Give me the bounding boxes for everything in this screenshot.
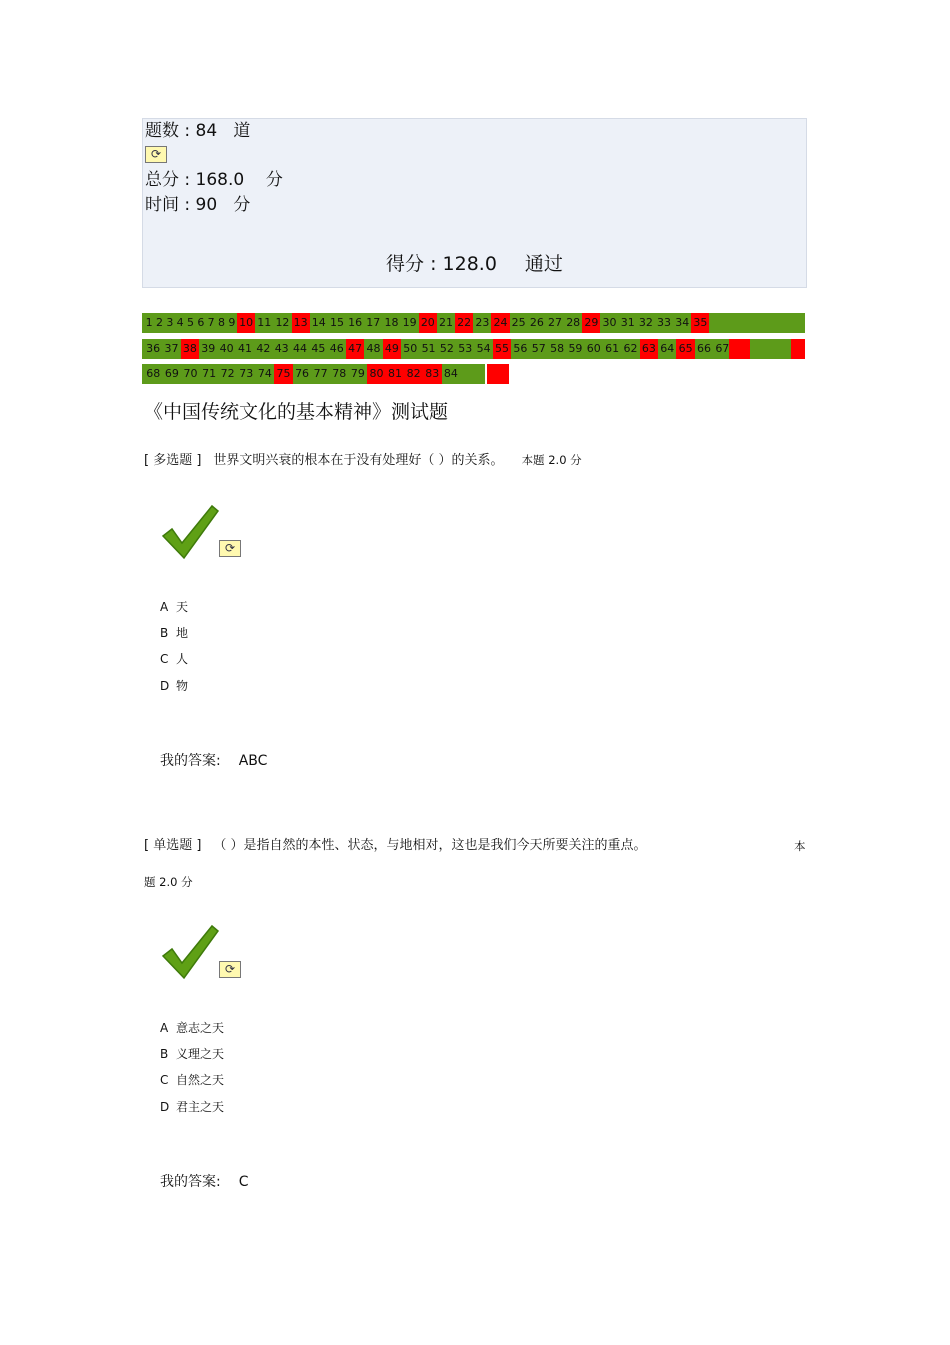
question-number-56[interactable]: 56 <box>513 342 528 355</box>
question-text: 世界文明兴衰的根本在于没有处理好（ ）的关系。 <box>213 453 504 468</box>
correct-check-icon <box>160 503 220 561</box>
question-number-19[interactable]: 19 <box>402 316 417 329</box>
question-number-60[interactable]: 60 <box>586 342 601 355</box>
option-b: B 义理之天 <box>160 1047 225 1061</box>
question-number-5[interactable]: 5 <box>187 316 194 329</box>
question-number-34[interactable]: 34 <box>675 316 690 329</box>
question-number-73[interactable]: 73 <box>239 367 254 380</box>
correct-check-icon <box>160 923 220 981</box>
question-number-33[interactable]: 33 <box>657 316 672 329</box>
score-line <box>143 252 806 276</box>
question-number-64[interactable]: 64 <box>660 342 675 355</box>
my-answer: 我的答案: C <box>160 1174 249 1190</box>
question-number-55[interactable]: 55 <box>493 339 511 359</box>
question-number-26[interactable]: 26 <box>529 316 544 329</box>
exam-summary-panel <box>142 118 807 288</box>
question-number-32[interactable]: 32 <box>638 316 653 329</box>
question-number-71[interactable]: 71 <box>202 367 217 380</box>
question-number-68[interactable]: 68 <box>146 367 161 380</box>
question-number-28[interactable]: 28 <box>566 316 581 329</box>
question-grid-cell-empty <box>729 339 750 359</box>
question-number-13[interactable]: 13 <box>292 313 310 333</box>
total-points: 总分 : 168.0 分 <box>145 170 283 190</box>
option-a: A 意志之天 <box>160 1021 225 1035</box>
question-number-23[interactable]: 23 <box>475 316 490 329</box>
option-a: A 天 <box>160 600 189 614</box>
question-number-35[interactable]: 35 <box>691 313 709 333</box>
question-number-43[interactable]: 43 <box>274 342 289 355</box>
refresh-icon[interactable]: ⟳ <box>219 540 241 557</box>
question-points-part1: 本 <box>794 839 806 853</box>
question-number-15[interactable]: 15 <box>329 316 344 329</box>
refresh-icon[interactable]: ⟳ <box>145 146 167 163</box>
question-number-30[interactable]: 30 <box>602 316 617 329</box>
question-number-72[interactable]: 72 <box>220 367 235 380</box>
question-number-69[interactable]: 69 <box>164 367 179 380</box>
question-number-83[interactable]: 83 <box>423 364 442 384</box>
question-number-78[interactable]: 78 <box>332 367 347 380</box>
question-number-74[interactable]: 74 <box>257 367 272 380</box>
question-number-36[interactable]: 36 <box>146 342 161 355</box>
question-number-9[interactable]: 9 <box>228 316 236 329</box>
question-number-79[interactable]: 79 <box>350 367 365 380</box>
question-number-42[interactable]: 42 <box>256 342 271 355</box>
question-number-84[interactable]: 84 <box>443 367 458 380</box>
question-number-46[interactable]: 46 <box>329 342 344 355</box>
question-points: 本题 2.0 分 <box>521 453 582 467</box>
question-number-40[interactable]: 40 <box>219 342 234 355</box>
question-number-1[interactable]: 1 <box>145 316 153 329</box>
question-number-10[interactable]: 10 <box>237 313 255 333</box>
question-number-63[interactable]: 63 <box>640 339 658 359</box>
time-limit: 时间 : 90 分 <box>145 195 251 215</box>
question-number-39[interactable]: 39 <box>201 342 216 355</box>
question-number-21[interactable]: 21 <box>438 316 453 329</box>
question-number-77[interactable]: 77 <box>313 367 328 380</box>
option-c: C 人 <box>160 652 189 666</box>
question-number-20[interactable]: 20 <box>419 313 437 333</box>
question-number-14[interactable]: 14 <box>311 316 326 329</box>
question-number-24[interactable]: 24 <box>491 313 509 333</box>
pass-status: 通过 <box>524 253 563 275</box>
question-number-47[interactable]: 47 <box>346 339 364 359</box>
question-number-57[interactable]: 57 <box>531 342 546 355</box>
question-number-82[interactable]: 82 <box>404 364 423 384</box>
option-d: D 君主之天 <box>160 1100 225 1114</box>
question-number-11[interactable]: 11 <box>257 316 272 329</box>
question-number-62[interactable]: 62 <box>623 342 638 355</box>
question-number-29[interactable]: 29 <box>582 313 600 333</box>
document-title: 《中国传统文化的基本精神》测试题 <box>144 401 449 423</box>
question-number-59[interactable]: 59 <box>568 342 583 355</box>
question-number-44[interactable]: 44 <box>293 342 308 355</box>
question-number-17[interactable]: 17 <box>366 316 381 329</box>
option-c: C 自然之天 <box>160 1073 225 1087</box>
question-number-41[interactable]: 41 <box>237 342 252 355</box>
question-number-38[interactable]: 38 <box>181 339 199 359</box>
question-number-8[interactable]: 8 <box>218 316 225 329</box>
my-answer-value: C <box>238 1174 249 1190</box>
question-number-25[interactable]: 25 <box>511 316 526 329</box>
question-number-70[interactable]: 70 <box>183 367 198 380</box>
question-number-75[interactable]: 75 <box>274 364 293 384</box>
question-number-65[interactable]: 65 <box>676 339 694 359</box>
question-grid-cell-empty <box>487 364 509 384</box>
question-number-58[interactable]: 58 <box>550 342 565 355</box>
question-number-6[interactable]: 6 <box>197 316 205 329</box>
question-number-49[interactable]: 49 <box>383 339 401 359</box>
question-2-header <box>144 837 647 855</box>
question-number-31[interactable]: 31 <box>620 316 635 329</box>
question-number-2[interactable]: 2 <box>155 316 163 329</box>
question-points-part2: 题 2.0 分 <box>144 875 193 889</box>
question-number-50[interactable]: 50 <box>403 342 418 355</box>
question-number-80[interactable]: 80 <box>367 364 386 384</box>
question-1-header <box>144 451 582 470</box>
question-grid-cell-empty <box>791 339 805 359</box>
question-type: [ 单选题 ] <box>144 838 202 853</box>
question-number-37[interactable]: 37 <box>164 342 179 355</box>
question-number-4[interactable]: 4 <box>176 316 184 329</box>
question-number-61[interactable]: 61 <box>605 342 620 355</box>
question-number-51[interactable]: 51 <box>421 342 436 355</box>
question-number-12[interactable]: 12 <box>275 316 290 329</box>
question-number-16[interactable]: 16 <box>348 316 363 329</box>
question-number-76[interactable]: 76 <box>295 367 310 380</box>
question-count: 题数 : 84 道 <box>145 121 251 141</box>
option-b: B 地 <box>160 626 189 640</box>
my-answer-value: ABC <box>238 753 268 769</box>
question-number-48[interactable]: 48 <box>366 342 381 355</box>
question-number-81[interactable]: 81 <box>386 364 405 384</box>
question-number-18[interactable]: 18 <box>384 316 399 329</box>
refresh-icon[interactable]: ⟳ <box>219 961 241 978</box>
question-number-66[interactable]: 66 <box>696 342 711 355</box>
my-answer: 我的答案: ABC <box>160 753 268 769</box>
option-d: D 物 <box>160 679 189 693</box>
question-type: [ 多选题 ] <box>144 453 202 468</box>
question-number-3[interactable]: 3 <box>166 316 174 329</box>
question-number-54[interactable]: 54 <box>476 342 491 355</box>
question-number-53[interactable]: 53 <box>458 342 473 355</box>
question-number-45[interactable]: 45 <box>311 342 326 355</box>
question-number-7[interactable]: 7 <box>207 316 215 329</box>
question-number-22[interactable]: 22 <box>455 313 473 333</box>
score-value: 得分 : 128.0 <box>386 253 497 275</box>
question-number-67[interactable]: 67 <box>715 342 730 355</box>
question-number-52[interactable]: 52 <box>439 342 454 355</box>
question-number-27[interactable]: 27 <box>548 316 563 329</box>
question-text: （ ）是指自然的本性、状态，与地相对，这也是我们今天所要关注的重点。 <box>213 838 647 853</box>
